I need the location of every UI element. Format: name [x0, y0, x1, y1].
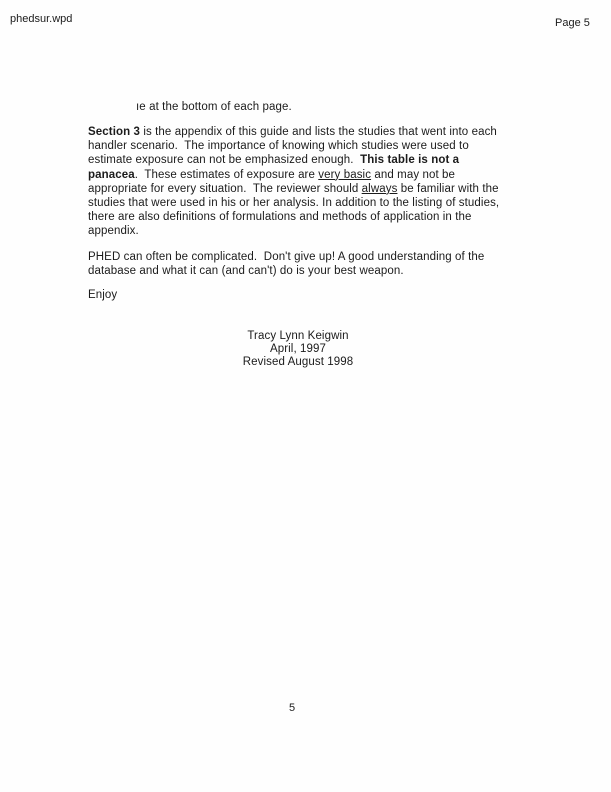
text-line — [88, 264, 484, 278]
text-line — [88, 139, 499, 153]
text-line — [88, 343, 508, 356]
text-run: appendix. — [88, 225, 139, 238]
text-line — [88, 182, 499, 196]
text-run: . These estimates of exposure are — [134, 168, 319, 181]
text-line — [88, 330, 508, 343]
text-line — [88, 196, 499, 210]
header-filename: phedsur.wpd — [10, 13, 73, 25]
text-run: Enjoy — [88, 289, 118, 301]
header-page-label: Page 5 — [555, 17, 590, 29]
footer-page-number: 5 — [289, 702, 296, 714]
text-run: ıe at the bottom of each page. — [136, 101, 292, 113]
enjoy-line — [88, 288, 117, 302]
text-line — [88, 168, 499, 182]
text-run: studies that were used in his or her analysis. In addition to the listing of studies, — [88, 197, 500, 210]
bold-text-run: panacea — [88, 168, 135, 181]
text-run: database and what it can (and can't) do is your best weapon. — [88, 265, 404, 278]
underlined-text-run: always — [361, 182, 398, 195]
text-run: is the appendix of this guide and lists the studies that went into each — [140, 126, 497, 138]
text-line — [136, 100, 292, 114]
text-run: and may not be — [371, 168, 456, 181]
text-run: appropriate for every situation. The reviewer should — [88, 182, 362, 195]
text-run: Tracy Lynn Keigwin — [247, 330, 349, 342]
underlined-text-run: very basic — [318, 168, 372, 181]
signature-block — [88, 330, 508, 370]
phed-paragraph — [88, 250, 484, 278]
text-line — [88, 356, 508, 369]
text-line — [88, 125, 499, 139]
text-line — [88, 224, 499, 238]
text-line — [88, 153, 499, 167]
bold-text-run: Section 3 — [88, 126, 141, 138]
text-run: handler scenario. The importance of knowing which studies were used to — [88, 140, 469, 153]
appendix-paragraph — [88, 125, 499, 239]
text-line — [88, 250, 484, 264]
text-run: April, 1997 — [269, 343, 327, 356]
text-line — [88, 288, 117, 302]
text-run: Revised August 1998 — [242, 356, 354, 369]
page-ref-line — [136, 100, 292, 114]
text-run: be familiar with the — [397, 182, 499, 195]
text-run: there are also definitions of formulations and methods of application in the — [88, 211, 472, 224]
text-run: estimate exposure can not be emphasized enough. — [88, 154, 361, 167]
bold-text-run: This table is not a — [360, 154, 460, 167]
text-line — [88, 210, 499, 224]
text-run: PHED can often be complicated. Don't give up! A good understanding of the — [88, 251, 485, 263]
